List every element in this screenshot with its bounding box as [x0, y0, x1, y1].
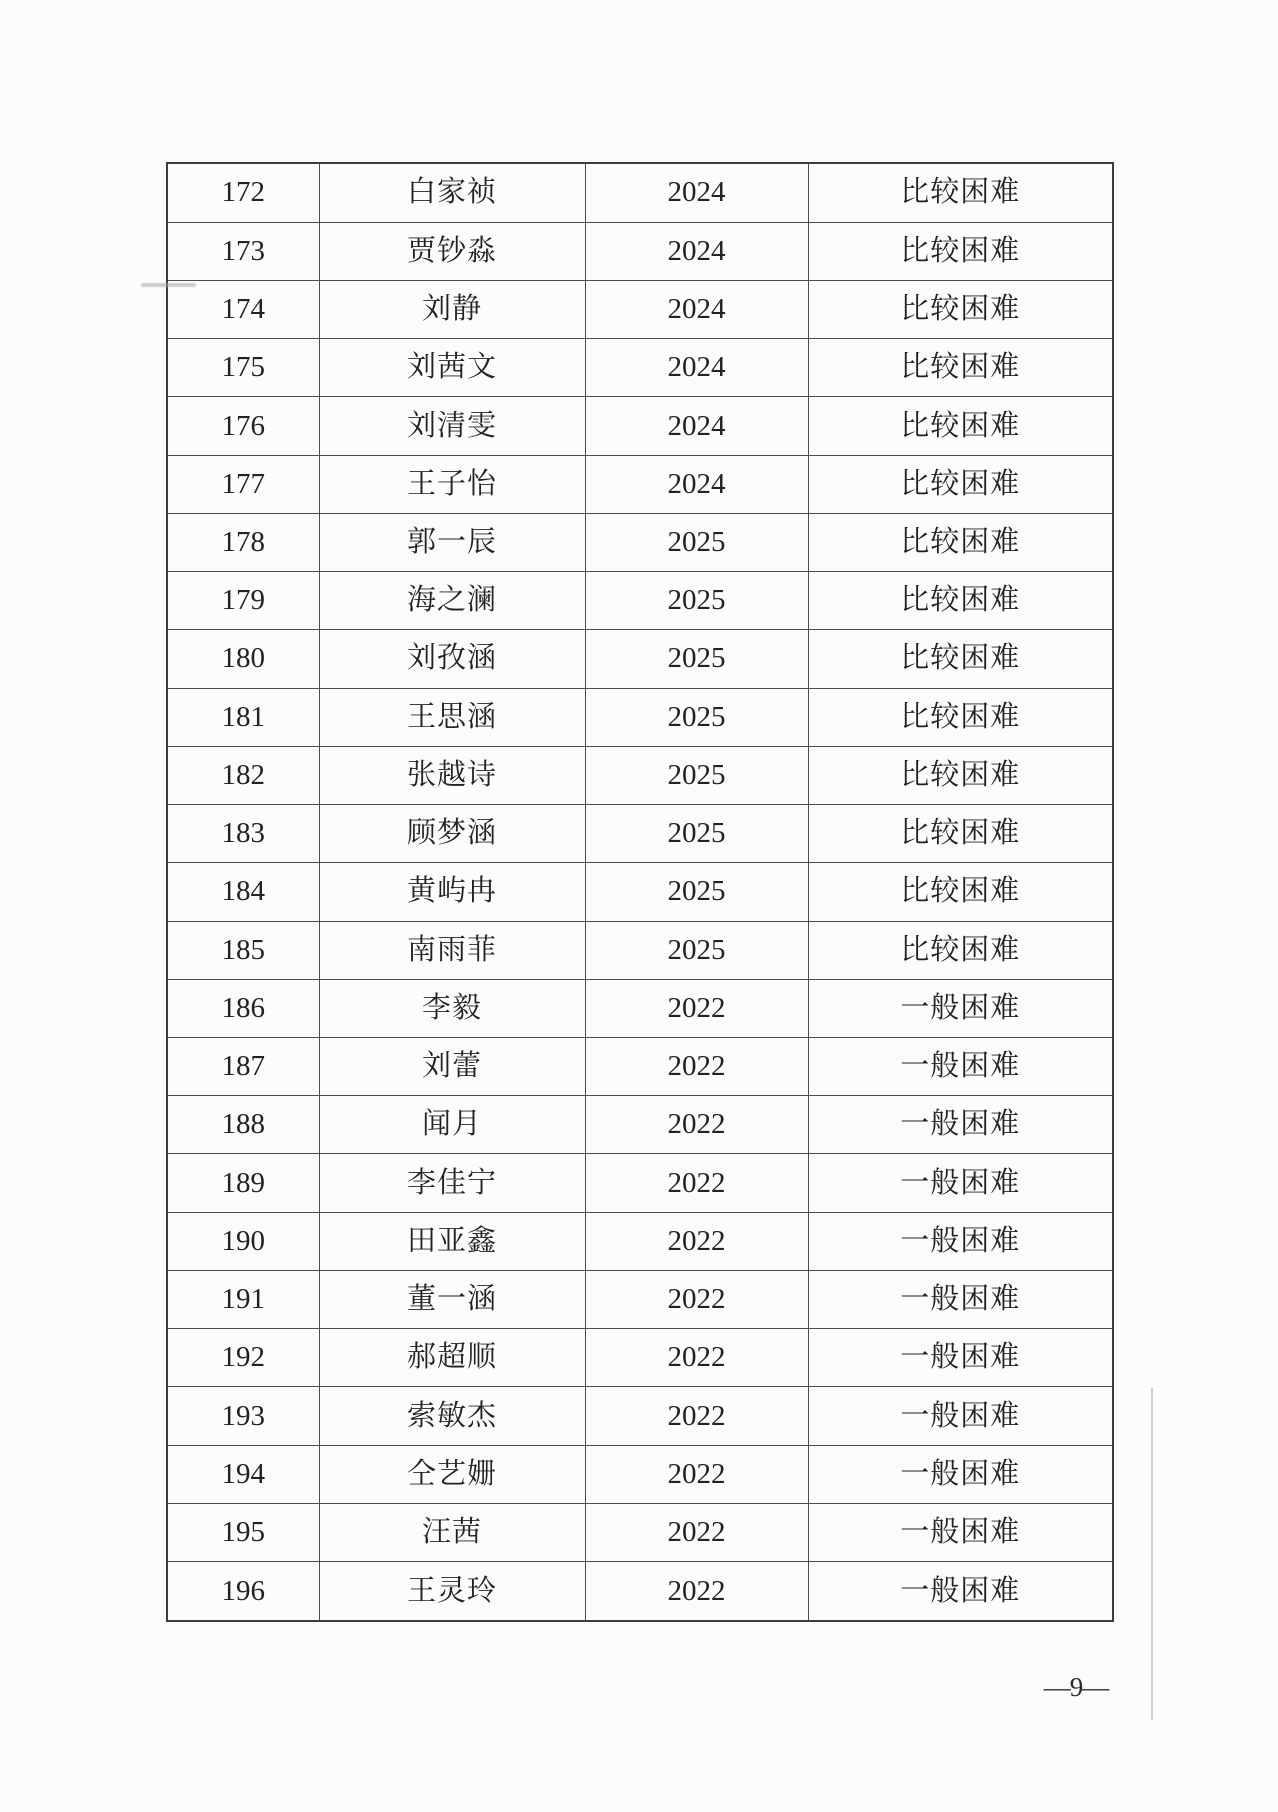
cell-name: 李佳宁: [319, 1154, 585, 1212]
cell-status: 比较困难: [808, 572, 1113, 630]
cell-status: 一般困难: [808, 1445, 1113, 1503]
table-row: [167, 979, 1113, 1037]
cell-status: 一般困难: [808, 1562, 1113, 1621]
cell-year: 2022: [585, 1096, 808, 1154]
cell-status: 比较困难: [808, 863, 1113, 921]
student-roster-table: [166, 162, 1114, 1622]
cell-number: 180: [167, 630, 319, 688]
table-row: [167, 280, 1113, 338]
cell-status: 比较困难: [808, 222, 1113, 280]
cell-name: 白家祯: [319, 163, 585, 222]
cell-number: 186: [167, 979, 319, 1037]
cell-number: 184: [167, 863, 319, 921]
table-row: [167, 1329, 1113, 1387]
cell-status: 一般困难: [808, 1270, 1113, 1328]
cell-year: 2024: [585, 280, 808, 338]
cell-status: 比较困难: [808, 339, 1113, 397]
table-row: [167, 805, 1113, 863]
cell-status: 一般困难: [808, 1096, 1113, 1154]
cell-year: 2025: [585, 805, 808, 863]
cell-status: 比较困难: [808, 805, 1113, 863]
cell-year: 2024: [585, 397, 808, 455]
cell-number: 189: [167, 1154, 319, 1212]
cell-name: 仝艺姗: [319, 1445, 585, 1503]
cell-year: 2025: [585, 921, 808, 979]
table-row: [167, 1212, 1113, 1270]
cell-year: 2025: [585, 513, 808, 571]
cell-name: 闻月: [319, 1096, 585, 1154]
cell-year: 2022: [585, 1445, 808, 1503]
cell-year: 2022: [585, 1387, 808, 1445]
cell-number: 192: [167, 1329, 319, 1387]
cell-name: 王思涵: [319, 688, 585, 746]
cell-number: 179: [167, 572, 319, 630]
cell-year: 2025: [585, 630, 808, 688]
cell-year: 2022: [585, 1212, 808, 1270]
cell-name: 郝超顺: [319, 1329, 585, 1387]
cell-status: 比较困难: [808, 921, 1113, 979]
scan-artifact-dash: [141, 283, 196, 287]
table-row: [167, 1445, 1113, 1503]
cell-year: 2025: [585, 746, 808, 804]
cell-number: 195: [167, 1503, 319, 1561]
table-row: [167, 688, 1113, 746]
cell-number: 187: [167, 1037, 319, 1095]
cell-number: 191: [167, 1270, 319, 1328]
cell-status: 一般困难: [808, 1329, 1113, 1387]
cell-status: 比较困难: [808, 397, 1113, 455]
cell-year: 2022: [585, 1562, 808, 1621]
cell-name: 刘蕾: [319, 1037, 585, 1095]
cell-number: 183: [167, 805, 319, 863]
cell-name: 郭一辰: [319, 513, 585, 571]
cell-year: 2024: [585, 339, 808, 397]
table-row: [167, 1387, 1113, 1445]
cell-name: 李毅: [319, 979, 585, 1037]
table-row: [167, 1270, 1113, 1328]
cell-year: 2024: [585, 163, 808, 222]
cell-name: 黄屿冉: [319, 863, 585, 921]
cell-number: 181: [167, 688, 319, 746]
table-row: [167, 1096, 1113, 1154]
cell-year: 2025: [585, 688, 808, 746]
cell-number: 174: [167, 280, 319, 338]
cell-year: 2024: [585, 455, 808, 513]
table-row: [167, 455, 1113, 513]
table-row: [167, 572, 1113, 630]
cell-status: 一般困难: [808, 1503, 1113, 1561]
cell-name: 索敏杰: [319, 1387, 585, 1445]
table-row: [167, 921, 1113, 979]
cell-year: 2025: [585, 863, 808, 921]
cell-status: 一般困难: [808, 1212, 1113, 1270]
cell-name: 刘清雯: [319, 397, 585, 455]
cell-number: 194: [167, 1445, 319, 1503]
cell-number: 177: [167, 455, 319, 513]
table-row: [167, 630, 1113, 688]
cell-name: 海之澜: [319, 572, 585, 630]
cell-name: 刘茜文: [319, 339, 585, 397]
cell-status: 比较困难: [808, 688, 1113, 746]
page-number: —9—: [1043, 1672, 1109, 1702]
cell-number: 196: [167, 1562, 319, 1621]
table-row: [167, 163, 1113, 222]
table-row: [167, 1154, 1113, 1212]
cell-number: 173: [167, 222, 319, 280]
cell-year: 2022: [585, 1329, 808, 1387]
cell-name: 贾钞淼: [319, 222, 585, 280]
cell-year: 2022: [585, 1270, 808, 1328]
cell-number: 188: [167, 1096, 319, 1154]
cell-number: 178: [167, 513, 319, 571]
cell-name: 张越诗: [319, 746, 585, 804]
table-row: [167, 1037, 1113, 1095]
table-row: [167, 1503, 1113, 1561]
roster-table-body: [167, 163, 1113, 1621]
cell-name: 汪茜: [319, 1503, 585, 1561]
cell-status: 比较困难: [808, 280, 1113, 338]
table-row: [167, 397, 1113, 455]
table-row: [167, 1562, 1113, 1621]
cell-year: 2022: [585, 1503, 808, 1561]
cell-year: 2024: [585, 222, 808, 280]
cell-status: 一般困难: [808, 979, 1113, 1037]
cell-name: 刘孜涵: [319, 630, 585, 688]
cell-status: 比较困难: [808, 630, 1113, 688]
table-row: [167, 863, 1113, 921]
cell-status: 一般困难: [808, 1154, 1113, 1212]
cell-name: 南雨菲: [319, 921, 585, 979]
table-row: [167, 513, 1113, 571]
cell-number: 175: [167, 339, 319, 397]
cell-year: 2022: [585, 979, 808, 1037]
cell-status: 比较困难: [808, 163, 1113, 222]
cell-name: 刘静: [319, 280, 585, 338]
cell-number: 176: [167, 397, 319, 455]
cell-number: 185: [167, 921, 319, 979]
cell-number: 193: [167, 1387, 319, 1445]
scan-artifact-line: [1151, 1388, 1153, 1720]
table-row: [167, 222, 1113, 280]
cell-number: 172: [167, 163, 319, 222]
cell-number: 182: [167, 746, 319, 804]
cell-year: 2025: [585, 572, 808, 630]
cell-status: 一般困难: [808, 1387, 1113, 1445]
cell-name: 董一涵: [319, 1270, 585, 1328]
table-row: [167, 746, 1113, 804]
cell-year: 2022: [585, 1154, 808, 1212]
cell-name: 田亚鑫: [319, 1212, 585, 1270]
cell-name: 顾梦涵: [319, 805, 585, 863]
cell-status: 一般困难: [808, 1037, 1113, 1095]
cell-number: 190: [167, 1212, 319, 1270]
cell-status: 比较困难: [808, 513, 1113, 571]
cell-name: 王子怡: [319, 455, 585, 513]
cell-status: 比较困难: [808, 746, 1113, 804]
cell-year: 2022: [585, 1037, 808, 1095]
table-row: [167, 339, 1113, 397]
cell-status: 比较困难: [808, 455, 1113, 513]
cell-name: 王灵玲: [319, 1562, 585, 1621]
